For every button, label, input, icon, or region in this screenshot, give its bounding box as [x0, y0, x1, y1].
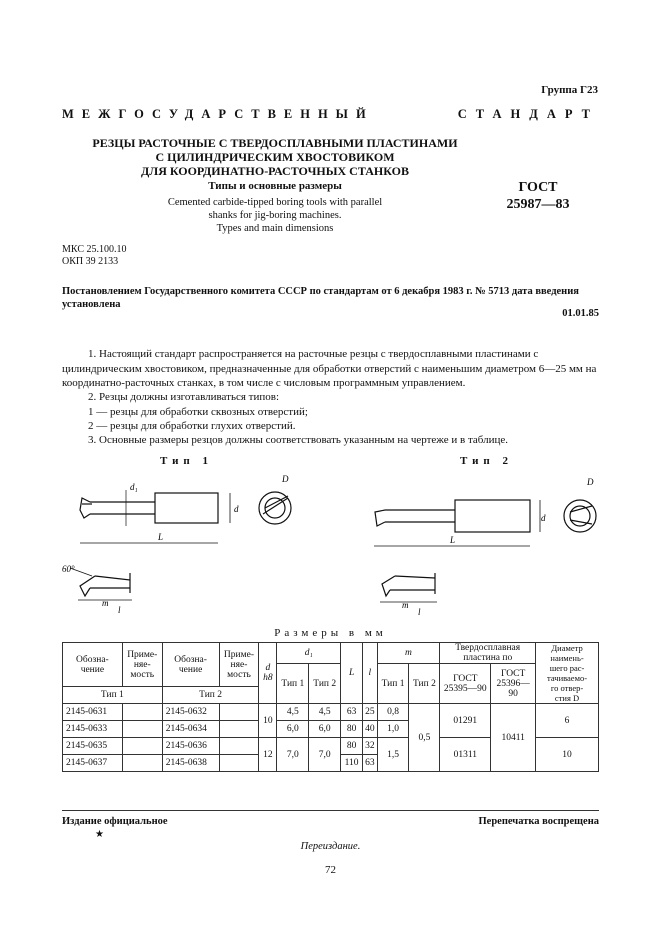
- cell-t2: 2145-0634: [162, 721, 219, 738]
- title-line-3: ДЛЯ КООРДИНАТНО-РАСТОЧНЫХ СТАНКОВ: [141, 164, 409, 178]
- header-plate: Твердосплавная пластина по: [440, 643, 536, 664]
- cell-t2: 2145-0638: [162, 755, 219, 772]
- cell-d1-t1: 4,5: [277, 704, 309, 721]
- type1-D-label: D: [282, 474, 289, 484]
- paragraph-5: 3. Основные размеры резцов должны соответствовать указанным на чертеже и в таблице.: [88, 434, 509, 446]
- standard-banner: [62, 107, 599, 122]
- gost-number-value: 25987—83: [506, 197, 570, 212]
- cell-t1: 2145-0635: [63, 738, 123, 755]
- document-title: [60, 136, 490, 178]
- table-row: [63, 704, 599, 721]
- header-designation-2: Обозна- чение: [162, 643, 219, 687]
- cell-m-t1: 1,0: [377, 721, 409, 738]
- page-number: 72: [325, 864, 336, 876]
- type1-m-label: m: [102, 598, 109, 608]
- cell-L: 80: [341, 721, 363, 738]
- header-d1: d₁: [277, 643, 341, 664]
- cell-t1: 2145-0637: [63, 755, 123, 772]
- type1-d-label: d: [234, 504, 239, 514]
- group-code: Группа Г23: [541, 84, 598, 96]
- type1-L-label: L: [158, 532, 164, 542]
- paragraph-2: 2. Резцы должны изготавливаться типов:: [88, 391, 279, 403]
- type2-l-label: l: [418, 607, 421, 617]
- type1-angle-label: 60°: [62, 564, 75, 574]
- type2-m-label: m: [402, 600, 409, 610]
- type2-L-label: L: [450, 535, 456, 545]
- table-caption: Размеры в мм: [274, 627, 387, 639]
- type1-label: Тип 1: [160, 455, 213, 467]
- header-gost2: ГОСТ 25396—90: [491, 664, 536, 704]
- effective-date: 01.01.85: [562, 308, 599, 319]
- header-m: m: [377, 643, 440, 664]
- cell-L: 110: [341, 755, 363, 772]
- header-m-type1: Тип 1: [377, 664, 409, 704]
- cell-t1: 2145-0633: [63, 721, 123, 738]
- document-subtitle: Типы и основные размеры: [208, 180, 342, 192]
- cell-app1: [122, 721, 162, 738]
- cell-app2: [219, 738, 259, 755]
- cell-app1: [122, 704, 162, 721]
- banner-left: МЕЖГОСУДАРСТВЕННЫЙ: [62, 107, 374, 121]
- cell-m-t1-15: 1,5: [377, 738, 409, 772]
- header-type1: Тип 1: [63, 687, 163, 704]
- cell-plate2: 10411: [491, 704, 536, 772]
- dimensions-table: [62, 642, 599, 772]
- cell-l: 32: [363, 738, 378, 755]
- paragraph-4: 2 — резцы для обработки глухих отверстий.: [88, 420, 296, 432]
- okp-code: ОКП 39 2133: [62, 256, 119, 267]
- header-d1-type1: Тип 1: [277, 664, 309, 704]
- type2-label: Тип 2: [460, 455, 513, 467]
- header-gost1: ГОСТ 25395—90: [440, 664, 491, 704]
- cell-t2: 2145-0632: [162, 704, 219, 721]
- header-l: l: [363, 643, 378, 704]
- cell-d1-t1: 6,0: [277, 721, 309, 738]
- cell-d1-t1-7: 7,0: [277, 738, 309, 772]
- cell-d1-t2-7: 7,0: [309, 738, 341, 772]
- type2-shank: [455, 500, 530, 532]
- cell-D-10: 10: [536, 738, 599, 772]
- reissue-note: Переиздание.: [300, 841, 361, 852]
- type1-d1-label: d₁: [130, 482, 138, 492]
- gost-number: [498, 179, 578, 213]
- type1-shank: [155, 493, 218, 523]
- star-icon: ★: [95, 829, 104, 840]
- cell-t1: 2145-0631: [63, 704, 123, 721]
- title-line-1: РЕЗЦЫ РАСТОЧНЫЕ С ТВЕРДОСПЛАВНЫМИ ПЛАСТИНАМИ: [92, 136, 458, 150]
- paragraph-3: 1 — резцы для обработки сквозных отверстий;: [88, 406, 308, 418]
- mks-code: МКС 25.100.10: [62, 244, 127, 255]
- cell-l: 63: [363, 755, 378, 772]
- type2-d-label: d: [541, 513, 546, 523]
- header-application-2: Приме- няе- мость: [219, 643, 259, 687]
- cell-D-6: 6: [536, 704, 599, 738]
- cell-plate1-b: 01311: [440, 738, 491, 772]
- footer-divider: [62, 810, 599, 811]
- reprint-prohibited: Перепечатка воспрещена: [478, 816, 599, 827]
- cell-L: 63: [341, 704, 363, 721]
- paragraph-1: 1. Настоящий стандарт распространяется на расточные резцы с твердосплавными пластинами с цилиндрическим хвостовиком, предназначенные для обработки отверстий с наименьшим диаметром 6—25 мм на координатно-расточных станках, в том числе с числовым программным управлением.: [62, 348, 597, 389]
- cell-m-t1: 0,8: [377, 704, 409, 721]
- type1-l-label: l: [118, 605, 121, 615]
- cell-d-10: 10: [259, 704, 277, 738]
- cell-L: 80: [341, 738, 363, 755]
- cell-app1: [122, 738, 162, 755]
- header-min-diameter: Диаметр наимень- шего рас- тачиваемо- го отвер- стия D: [536, 643, 599, 704]
- cell-m-t2: 0,5: [409, 704, 440, 772]
- cell-d1-t2: 6,0: [309, 721, 341, 738]
- gost-label: ГОСТ: [518, 180, 558, 195]
- header-d1-type2: Тип 2: [309, 664, 341, 704]
- cell-t2: 2145-0636: [162, 738, 219, 755]
- classification-codes: [62, 244, 126, 268]
- banner-right: СТАНДАРТ: [457, 107, 599, 121]
- type2-drawing: [360, 468, 610, 618]
- cell-l: 25: [363, 704, 378, 721]
- header-designation-1: Обозна- чение: [63, 643, 123, 687]
- cell-d-12: 12: [259, 738, 277, 772]
- header-application-1: Приме- няе- мость: [122, 643, 162, 687]
- english-title-line-3: Types and main dimensions: [216, 223, 334, 234]
- official-edition: Издание официальное: [62, 816, 168, 827]
- cell-plate1-a: 01291: [440, 704, 491, 738]
- title-line-2: С ЦИЛИНДРИЧЕСКИМ ХВОСТОВИКОМ: [155, 150, 395, 164]
- type1-drawing: [60, 468, 310, 618]
- cell-l: 40: [363, 721, 378, 738]
- table-header-row: [63, 643, 599, 664]
- type2-D-label: D: [587, 477, 594, 487]
- header-L: L: [341, 643, 363, 704]
- resolution-text: Постановлением Государственного комитета СССР по стандартам от 6 декабря 1983 г. № 5713 дата введения установлена: [62, 286, 579, 310]
- english-title-line-1: Cemented carbide-tipped boring tools with parallel: [167, 197, 383, 208]
- cell-d1-t2: 4,5: [309, 704, 341, 721]
- cell-app2: [219, 755, 259, 772]
- cell-app2: [219, 721, 259, 738]
- english-title: [60, 196, 490, 235]
- cell-app2: [219, 704, 259, 721]
- header-type2: Тип 2: [162, 687, 259, 704]
- cell-app1: [122, 755, 162, 772]
- header-m-type2: Тип 2: [409, 664, 440, 704]
- header-d-h8: d h8: [259, 643, 277, 704]
- english-title-line-2: shanks for jig-boring machines.: [208, 210, 342, 221]
